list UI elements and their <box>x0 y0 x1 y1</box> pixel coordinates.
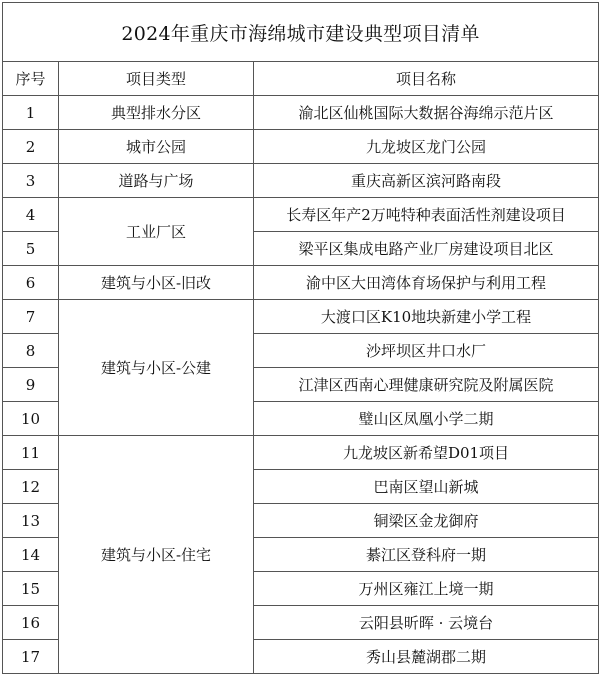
row-seq: 10 <box>3 402 59 436</box>
project-list-table <box>2 2 599 674</box>
row-seq: 13 <box>3 504 59 538</box>
row-seq: 4 <box>3 198 59 232</box>
row-name: 万州区雍江上境一期 <box>254 572 599 606</box>
row-type: 城市公园 <box>59 130 254 164</box>
title-row <box>3 3 599 62</box>
table-row <box>3 266 599 300</box>
row-type: 典型排水分区 <box>59 96 254 130</box>
row-name: 铜梁区金龙御府 <box>254 504 599 538</box>
header-type: 项目类型 <box>59 62 254 96</box>
row-seq: 14 <box>3 538 59 572</box>
row-name: 沙坪坝区井口水厂 <box>254 334 599 368</box>
row-name: 云阳县昕晖 · 云境台 <box>254 606 599 640</box>
row-seq: 11 <box>3 436 59 470</box>
table-row <box>3 130 599 164</box>
row-seq: 15 <box>3 572 59 606</box>
table-row <box>3 198 599 232</box>
row-name: 重庆高新区滨河路南段 <box>254 164 599 198</box>
row-seq: 17 <box>3 640 59 674</box>
row-seq: 8 <box>3 334 59 368</box>
row-seq: 2 <box>3 130 59 164</box>
row-seq: 1 <box>3 96 59 130</box>
row-name: 璧山区凤凰小学二期 <box>254 402 599 436</box>
row-name: 秀山县麓湖郡二期 <box>254 640 599 674</box>
row-name: 江津区西南心理健康研究院及附属医院 <box>254 368 599 402</box>
row-seq: 12 <box>3 470 59 504</box>
row-seq: 3 <box>3 164 59 198</box>
row-type: 道路与广场 <box>59 164 254 198</box>
row-type: 建筑与小区-旧改 <box>59 266 254 300</box>
header-name: 项目名称 <box>254 62 599 96</box>
row-name: 巴南区望山新城 <box>254 470 599 504</box>
row-name: 九龙坡区新希望D01项目 <box>254 436 599 470</box>
row-type: 建筑与小区-公建 <box>59 300 254 436</box>
table-row <box>3 436 599 470</box>
row-name: 渝中区大田湾体育场保护与利用工程 <box>254 266 599 300</box>
table-title: 2024年重庆市海绵城市建设典型项目清单 <box>3 3 599 62</box>
row-seq: 5 <box>3 232 59 266</box>
table-row <box>3 300 599 334</box>
header-row <box>3 62 599 96</box>
row-seq: 16 <box>3 606 59 640</box>
row-type: 工业厂区 <box>59 198 254 266</box>
table-body <box>3 3 599 674</box>
table-row <box>3 164 599 198</box>
row-type: 建筑与小区-住宅 <box>59 436 254 674</box>
row-name: 渝北区仙桃国际大数据谷海绵示范片区 <box>254 96 599 130</box>
row-seq: 9 <box>3 368 59 402</box>
row-name: 綦江区登科府一期 <box>254 538 599 572</box>
table-row <box>3 96 599 130</box>
row-name: 梁平区集成电路产业厂房建设项目北区 <box>254 232 599 266</box>
row-name: 九龙坡区龙门公园 <box>254 130 599 164</box>
row-seq: 6 <box>3 266 59 300</box>
row-name: 大渡口区K10地块新建小学工程 <box>254 300 599 334</box>
row-seq: 7 <box>3 300 59 334</box>
header-seq: 序号 <box>3 62 59 96</box>
row-name: 长寿区年产2万吨特种表面活性剂建设项目 <box>254 198 599 232</box>
